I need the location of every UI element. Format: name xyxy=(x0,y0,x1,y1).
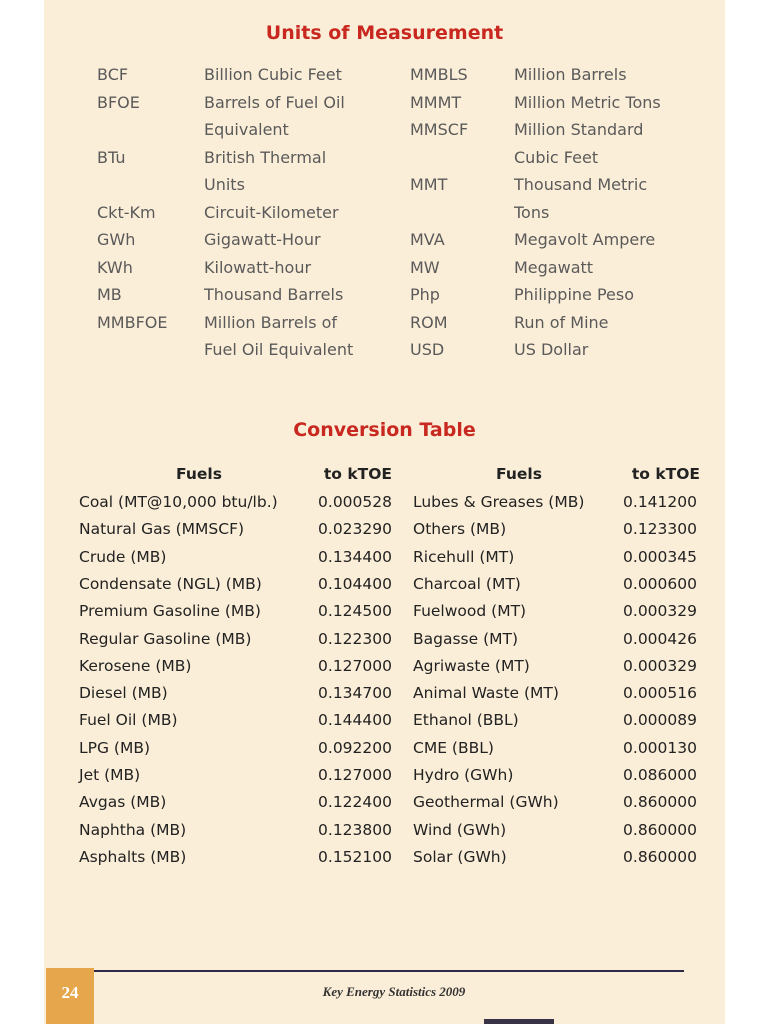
ktoe-factor: 0.860000 xyxy=(623,793,697,811)
ktoe-factor: 0.860000 xyxy=(623,821,697,839)
fuel-name: LPG (MB) xyxy=(79,739,151,757)
unit-definition: Circuit-Kilometer xyxy=(204,203,339,222)
fuel-name: Fuelwood (MT) xyxy=(413,602,527,620)
unit-abbreviation: KWh xyxy=(97,258,133,277)
fuel-name: CME (BBL) xyxy=(413,739,494,757)
ktoe-factor: 0.104400 xyxy=(318,575,392,593)
ktoe-factor: 0.123300 xyxy=(623,520,697,538)
unit-abbreviation: MMSCF xyxy=(410,120,469,139)
fuel-name: Jet (MB) xyxy=(79,766,141,784)
unit-abbreviation: MMMT xyxy=(410,93,462,112)
unit-abbreviation: Ckt-Km xyxy=(97,203,156,222)
fuel-name: Condensate (NGL) (MB) xyxy=(79,575,262,593)
unit-abbreviation: USD xyxy=(410,340,445,359)
unit-definition: Barrels of Fuel Oil xyxy=(204,93,345,112)
unit-definition: Megawatt xyxy=(514,258,594,277)
ktoe-factor: 0.127000 xyxy=(318,766,392,784)
fuel-name: Others (MB) xyxy=(413,520,507,538)
page xyxy=(44,0,725,1024)
unit-definition: Run of Mine xyxy=(514,313,609,332)
unit-abbreviation: MMBLS xyxy=(410,65,468,84)
unit-definition: Thousand Metric xyxy=(514,175,648,194)
unit-abbreviation: BFOE xyxy=(97,93,140,112)
fuel-name: Fuel Oil (MB) xyxy=(79,711,178,729)
ktoe-factor: 0.134400 xyxy=(318,548,392,566)
ktoe-factor: 0.123800 xyxy=(318,821,392,839)
unit-abbreviation: MB xyxy=(97,285,122,304)
fuel-name: Crude (MB) xyxy=(79,548,167,566)
page-number: 24 xyxy=(61,983,79,1002)
fuel-name: Diesel (MB) xyxy=(79,684,168,702)
ktoe-factor: 0.000516 xyxy=(623,684,697,702)
footer-rule xyxy=(94,970,684,972)
fuel-name: Hydro (GWh) xyxy=(413,766,514,784)
fuel-name: Asphalts (MB) xyxy=(79,848,187,866)
ktoe-factor: 0.000345 xyxy=(623,548,697,566)
unit-abbreviation: MVA xyxy=(410,230,445,249)
fuel-name: Kerosene (MB) xyxy=(79,657,192,675)
unit-abbreviation: BTu xyxy=(97,148,126,167)
fuel-name: Solar (GWh) xyxy=(413,848,507,866)
ktoe-factor: 0.023290 xyxy=(318,520,392,538)
fuel-name: Ethanol (BBL) xyxy=(413,711,519,729)
ktoe-factor: 0.122300 xyxy=(318,630,392,648)
ktoe-factor: 0.134700 xyxy=(318,684,392,702)
unit-abbreviation: ROM xyxy=(410,313,448,332)
unit-definition: Equivalent xyxy=(204,120,289,139)
unit-definition: Million Metric Tons xyxy=(514,93,661,112)
conversion-title: Conversion Table xyxy=(293,419,476,441)
unit-definition: Million Barrels of xyxy=(204,313,338,332)
ktoe-factor: 0.000089 xyxy=(623,711,697,729)
unit-definition: Cubic Feet xyxy=(514,148,599,167)
fuel-name: Ricehull (MT) xyxy=(413,548,515,566)
ktoe-header-left: to kTOE xyxy=(323,465,392,483)
unit-definition: Philippine Peso xyxy=(514,285,634,304)
unit-abbreviation: MMT xyxy=(410,175,448,194)
ktoe-factor: 0.000426 xyxy=(623,630,697,648)
fuel-name: Agriwaste (MT) xyxy=(413,657,530,675)
ktoe-factor: 0.092200 xyxy=(318,739,392,757)
fuel-name: Avgas (MB) xyxy=(79,793,167,811)
ktoe-factor: 0.141200 xyxy=(623,493,697,511)
bottom-edge-mark xyxy=(484,1019,554,1024)
unit-definition: Billion Cubic Feet xyxy=(204,65,342,84)
unit-definition: Thousand Barrels xyxy=(204,285,344,304)
publication-title: Key Energy Statistics 2009 xyxy=(322,984,466,999)
unit-abbreviation: Php xyxy=(410,285,440,304)
ktoe-factor: 0.000329 xyxy=(623,602,697,620)
unit-definition: Units xyxy=(204,175,245,194)
unit-abbreviation: MW xyxy=(410,258,440,277)
unit-definition: Fuel Oil Equivalent xyxy=(204,340,354,359)
unit-abbreviation: MMBFOE xyxy=(97,313,168,332)
fuel-name: Coal (MT@10,000 btu/lb.) xyxy=(79,493,278,511)
fuel-name: Wind (GWh) xyxy=(413,821,507,839)
unit-definition: Megavolt Ampere xyxy=(514,230,656,249)
fuels-header-right: Fuels xyxy=(496,465,542,483)
fuel-name: Bagasse (MT) xyxy=(413,630,519,648)
ktoe-factor: 0.000130 xyxy=(623,739,697,757)
ktoe-factor: 0.000329 xyxy=(623,657,697,675)
ktoe-header-right: to kTOE xyxy=(631,465,700,483)
ktoe-factor: 0.152100 xyxy=(318,848,392,866)
unit-definition: British Thermal xyxy=(204,148,327,167)
unit-definition: Tons xyxy=(514,203,550,222)
fuel-name: Lubes & Greases (MB) xyxy=(413,493,585,511)
fuel-name: Naphtha (MB) xyxy=(79,821,187,839)
ktoe-factor: 0.127000 xyxy=(318,657,392,675)
unit-definition: Million Barrels xyxy=(514,65,627,84)
unit-abbreviation: GWh xyxy=(97,230,136,249)
fuel-name: Charcoal (MT) xyxy=(413,575,521,593)
unit-abbreviation: BCF xyxy=(97,65,129,84)
fuels-header-left: Fuels xyxy=(176,465,222,483)
unit-definition: Kilowatt-hour xyxy=(204,258,312,277)
ktoe-factor: 0.086000 xyxy=(623,766,697,784)
ktoe-factor: 0.000528 xyxy=(318,493,392,511)
fuel-name: Regular Gasoline (MB) xyxy=(79,630,252,648)
units-title: Units of Measurement xyxy=(265,22,504,44)
fuel-name: Natural Gas (MMSCF) xyxy=(79,520,245,538)
unit-definition: Million Standard xyxy=(514,120,644,139)
ktoe-factor: 0.000600 xyxy=(623,575,697,593)
ktoe-factor: 0.860000 xyxy=(623,848,697,866)
unit-definition: Gigawatt-Hour xyxy=(204,230,321,249)
fuel-name: Animal Waste (MT) xyxy=(413,684,559,702)
ktoe-factor: 0.124500 xyxy=(318,602,392,620)
fuel-name: Premium Gasoline (MB) xyxy=(79,602,261,620)
page-number-tab xyxy=(46,968,94,1024)
ktoe-factor: 0.144400 xyxy=(318,711,392,729)
unit-definition: US Dollar xyxy=(514,340,589,359)
ktoe-factor: 0.122400 xyxy=(318,793,392,811)
fuel-name: Geothermal (GWh) xyxy=(413,793,559,811)
